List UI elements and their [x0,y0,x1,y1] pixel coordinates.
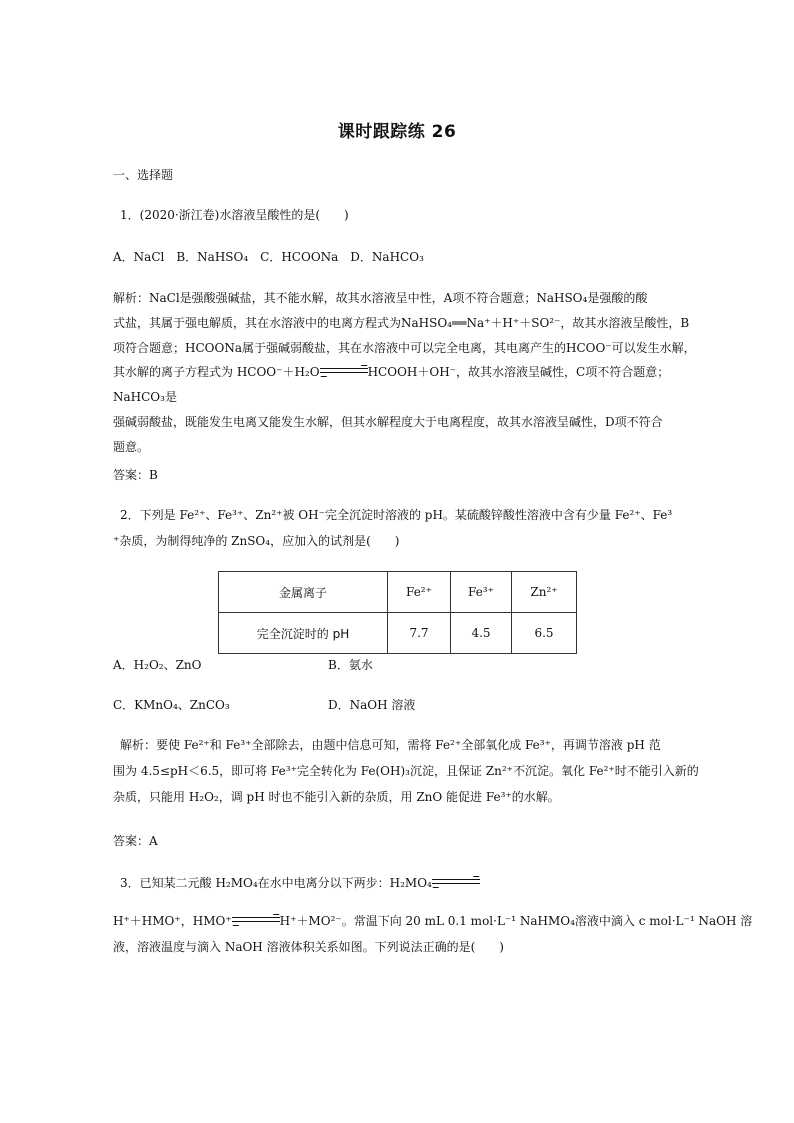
q2-option-d: D．NaOH 溶液 [328,698,416,712]
q2-stem-line-1: 2．下列是 Fe²⁺、Fe³⁺、Zn²⁺被 OH⁻完全沉淀时溶液的 pH。某硫酸锌酸性溶液中含有少量 Fe²⁺、Fe³ [120,508,673,522]
q1-analysis-line-6: 题意。 [113,439,150,454]
precipitation-ph-table [218,571,577,654]
q3-stem-line-2a: H⁺＋HMO⁺，HMO⁺ [113,914,232,928]
q1-options: A．NaCl B．NaHSO₄ C．HCOONa D．NaHCO₃ [113,250,424,264]
table-cell: 完全沉淀时的 pH [219,613,388,654]
q1-analysis-line-5: 强碱弱酸盐，既能发生电离又能发生水解，但其水解程度大于电离程度，故其水溶液呈碱性，D项不符合 [113,414,663,429]
q1-analysis-line-4b: HCOOH＋OH⁻，故其水溶液呈碱性，C项不符合题意；NaHCO₃是 [113,365,670,405]
q1-analysis [113,286,721,460]
q2-option-b: B．氨水 [328,658,373,672]
reversible-arrow-icon [320,367,368,375]
q3-stem-line-3: 液，溶液温度与滴入 NaOH 溶液体积关系如图。下列说法正确的是( ) [113,940,504,954]
table-header-cell: Fe²⁺ [388,572,451,613]
table-cell: 6.5 [512,613,577,654]
table-row [219,613,577,654]
page-title: 课时跟踪练 26 [337,122,457,142]
q1-answer: 答案：B [113,468,158,482]
q3-stem-line-2b: H⁺＋MO²⁻。常温下向 20 mL 0.1 mol·L⁻¹ NaHMO₄溶液中滴入 c mol·L⁻¹ NaOH 溶 [279,914,753,928]
q1-analysis-line-1: 解析：NaCl是强酸强碱盐，其不能水解，故其水溶液呈中性，A项不符合题意；NaHSO₄是强酸的酸 [113,291,648,305]
q2-option-a: A．H₂O₂、ZnO [113,658,202,672]
reversible-arrow-icon [232,916,280,924]
q2-analysis-line-2: 围为 4.5≤pH＜6.5，即可将 Fe³⁺完全转化为 Fe(OH)₃沉淀，且保证 Zn²⁺不沉淀。氧化 Fe²⁺时不能引入新的 [113,764,699,778]
q1-stem: 1．(2020·浙江卷)水溶液呈酸性的是( ) [120,208,349,222]
q1-analysis-line-4a: 其水解的离子方程式为 HCOO⁻＋H₂O [113,365,320,380]
q2-option-c: C．KMnO₄、ZnCO₃ [113,698,230,712]
table-header-cell: Fe³⁺ [451,572,512,613]
table-header-cell: Zn²⁺ [512,572,577,613]
table-header-cell: 金属离子 [219,572,388,613]
q2-analysis-line-3: 杂质，只能用 H₂O₂，调 pH 时也不能引入新的杂质，用 ZnO 能促进 Fe³⁺的水解。 [113,790,560,804]
table-cell: 7.7 [388,613,451,654]
q1-analysis-line-4 [113,360,721,410]
q3-stem-line-1-text: 3．已知某二元酸 H₂MO₄在水中电离分以下两步：H₂MO₄ [120,876,432,890]
q3-stem-line-2 [113,914,752,928]
table-cell: 4.5 [451,613,512,654]
q2-stem-line-2: ⁺杂质，为制得纯净的 ZnSO₄，应加入的试剂是( ) [113,534,400,548]
q2-analysis-line-1: 解析：要使 Fe²⁺和 Fe³⁺全部除去，由题中信息可知，需将 Fe²⁺全部氧化成 Fe³⁺，再调节溶液 pH 范 [120,738,661,752]
q1-analysis-line-3: 项符合题意；HCOONa属于强碱弱酸盐，其在水溶液中可以完全电离，其电离产生的HCOO⁻可以发生水解， [113,340,696,355]
section-heading: 一、选择题 [113,168,174,182]
q1-analysis-line-2: 式盐，其属于强电解质，其在水溶液中的电离方程式为NaHSO₄══Na⁺＋H⁺＋SO²⁻，故其水溶液呈酸性，B [113,315,690,330]
table-row [219,572,577,613]
reversible-arrow-icon [432,878,480,886]
q2-answer: 答案：A [113,834,158,848]
q3-stem-line-1 [120,876,480,890]
